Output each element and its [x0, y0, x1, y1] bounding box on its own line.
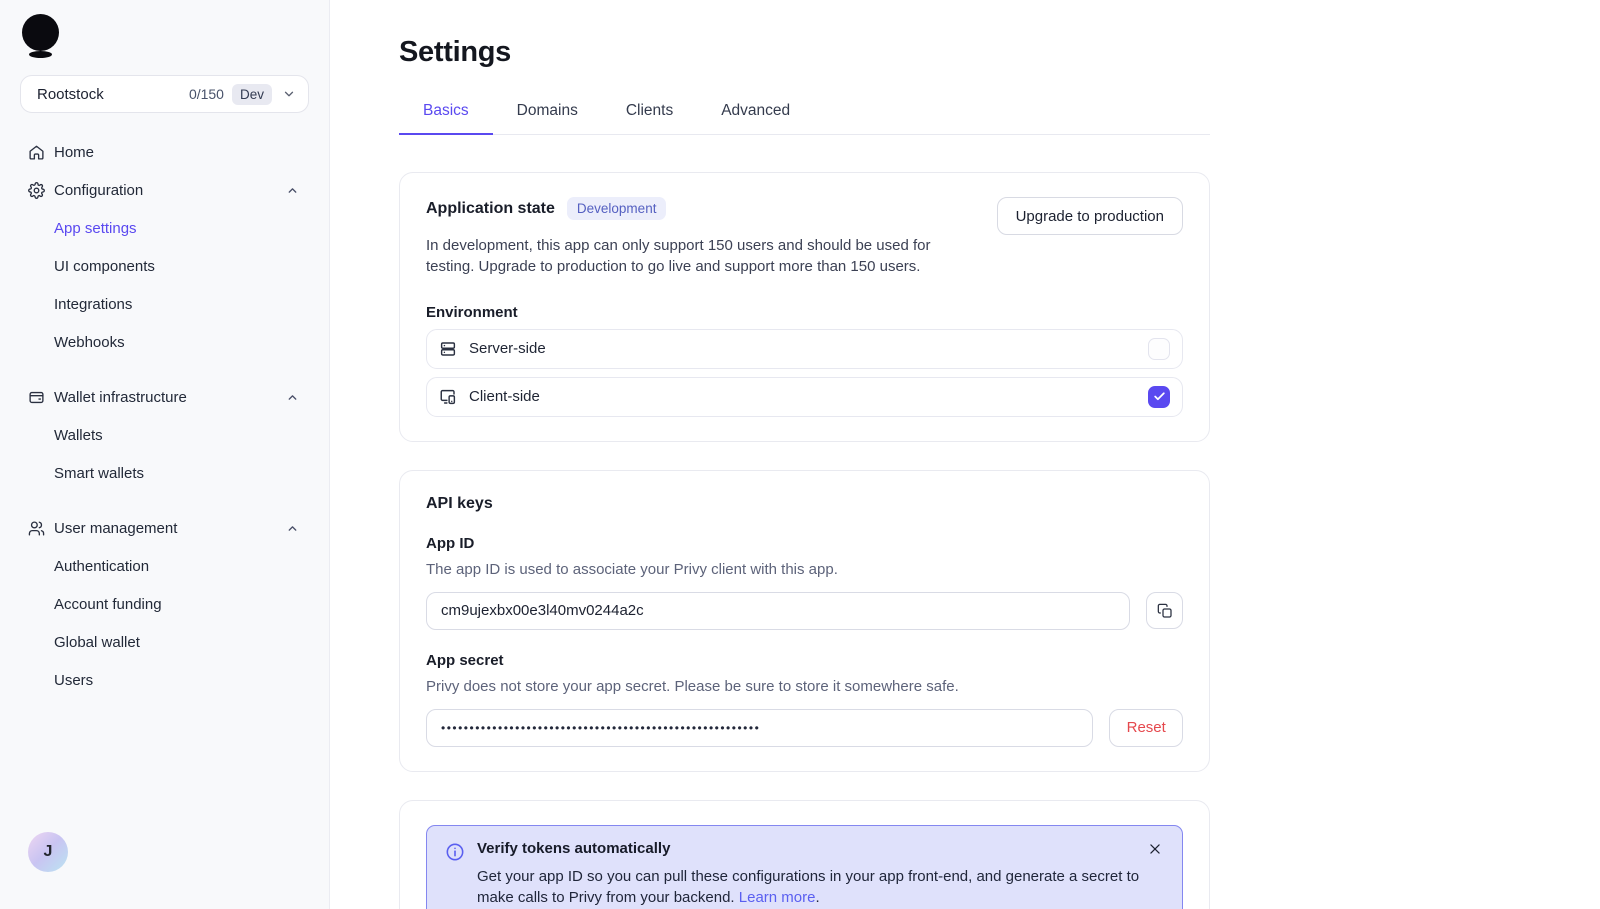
client-device-icon: [439, 388, 457, 406]
token-verification-card: [399, 800, 1210, 909]
upgrade-to-production-button[interactable]: Upgrade to production: [997, 197, 1183, 235]
app-id-input[interactable]: [426, 592, 1130, 630]
app-id-label: App ID: [426, 534, 475, 552]
nav-section-gap: [20, 361, 309, 378]
sidebar: [0, 0, 330, 909]
sidebar-item-label: Home: [54, 143, 95, 161]
sidebar-item-label: Wallets: [54, 426, 103, 444]
app-secret-label: App secret: [426, 651, 504, 669]
tab-domains[interactable]: Domains: [516, 102, 578, 119]
sidebar-item-wallets[interactable]: [20, 416, 309, 454]
wallet-icon: [28, 389, 45, 406]
sidebar-item-label: Account funding: [54, 595, 162, 613]
api-keys-card: [399, 470, 1210, 772]
users-icon: [28, 520, 45, 537]
privy-logo-ball: [22, 14, 59, 51]
reset-secret-button[interactable]: Reset: [1109, 709, 1183, 747]
app-selector[interactable]: [20, 75, 309, 113]
sidebar-item-label: Webhooks: [54, 333, 125, 351]
environment-option-label: Server-side: [469, 340, 546, 358]
sidebar-item-smart-wallets[interactable]: [20, 454, 309, 492]
env-badge: Dev: [232, 84, 272, 105]
home-icon: [28, 144, 45, 161]
check-icon: [1153, 390, 1166, 403]
tab-advanced[interactable]: Advanced: [721, 102, 791, 119]
copy-app-id-button[interactable]: [1146, 592, 1183, 629]
sidebar-item-label: Authentication: [54, 557, 150, 575]
nav-section-gap: [20, 492, 309, 509]
environment-option-label: Client-side: [469, 388, 540, 406]
sidebar-item-authentication[interactable]: [20, 547, 309, 585]
environment-option-client-side[interactable]: [426, 377, 1183, 417]
sidebar-item-label: Configuration: [54, 181, 144, 199]
application-state-card: [399, 172, 1210, 442]
app-secret-input[interactable]: [426, 709, 1093, 747]
sidebar-item-label: User management: [54, 519, 178, 537]
sidebar-item-integrations[interactable]: [20, 285, 309, 323]
environment-option-server-side[interactable]: [426, 329, 1183, 369]
chevron-down-icon: [282, 87, 296, 101]
info-icon: [445, 842, 465, 909]
banner-body: [477, 866, 1140, 909]
verify-tokens-banner: [426, 825, 1183, 909]
sidebar-item-label: App settings: [54, 219, 137, 237]
chevron-up-icon: [286, 522, 299, 535]
sidebar-item-label: UI components: [54, 257, 155, 275]
banner-body-period: .: [815, 888, 820, 906]
user-quota: 0/150: [188, 86, 224, 102]
app-id-help-text: The app ID is used to associate your Privy client with this app.: [426, 560, 838, 578]
environment-label: Environment: [426, 303, 518, 321]
user-avatar[interactable]: J: [28, 832, 68, 872]
main-content: [330, 0, 1600, 909]
tab-clients[interactable]: Clients: [625, 102, 674, 119]
sidebar-nav: [20, 133, 309, 699]
banner-body-text: Get your app ID so you can pull these configurations in your app front-end, and generate a secret to make calls to Privy from your backend.: [477, 867, 1140, 906]
app-name: Rootstock: [37, 85, 104, 103]
sidebar-item-user-management[interactable]: [20, 509, 309, 547]
sidebar-item-ui-components[interactable]: [20, 247, 309, 285]
sidebar-item-webhooks[interactable]: [20, 323, 309, 361]
copy-icon: [1157, 603, 1173, 619]
sidebar-item-label: Global wallet: [54, 633, 140, 651]
server-icon: [439, 340, 457, 358]
privy-logo-base: [29, 51, 52, 58]
settings-tabs: [399, 102, 1210, 135]
tab-basics[interactable]: Basics: [399, 102, 493, 134]
application-state-title: Application state: [426, 199, 555, 217]
privy-logo[interactable]: [20, 12, 60, 58]
banner-title: Verify tokens automatically: [477, 839, 671, 857]
sidebar-item-label: Users: [54, 671, 94, 689]
app-secret-help-text: Privy does not store your app secret. Please be sure to store it somewhere safe.: [426, 677, 959, 695]
server-side-checkbox[interactable]: [1148, 338, 1170, 360]
sidebar-item-home[interactable]: [20, 133, 309, 171]
sidebar-item-users[interactable]: [20, 661, 309, 699]
sidebar-item-configuration[interactable]: [20, 171, 309, 209]
page-title: Settings: [399, 36, 511, 68]
sidebar-item-account-funding[interactable]: [20, 585, 309, 623]
chevron-up-icon: [286, 184, 299, 197]
sidebar-item-global-wallet[interactable]: [20, 623, 309, 661]
close-icon[interactable]: [1148, 842, 1162, 856]
sidebar-item-label: Smart wallets: [54, 464, 145, 482]
chevron-up-icon: [286, 391, 299, 404]
api-keys-title: API keys: [426, 494, 493, 512]
client-side-checkbox[interactable]: [1148, 386, 1170, 408]
sidebar-item-wallet-infrastructure[interactable]: [20, 378, 309, 416]
application-state-description: In development, this app can only support 150 users and should be used for testing. Upgrade to production to go live and support more than 150 users.: [426, 237, 931, 276]
development-badge: Development: [567, 197, 667, 220]
sidebar-item-label: Wallet infrastructure: [54, 388, 187, 406]
sidebar-item-label: Integrations: [54, 295, 133, 313]
learn-more-link[interactable]: Learn more: [738, 888, 816, 906]
sidebar-item-app-settings[interactable]: [20, 209, 309, 247]
gear-icon: [28, 182, 45, 199]
